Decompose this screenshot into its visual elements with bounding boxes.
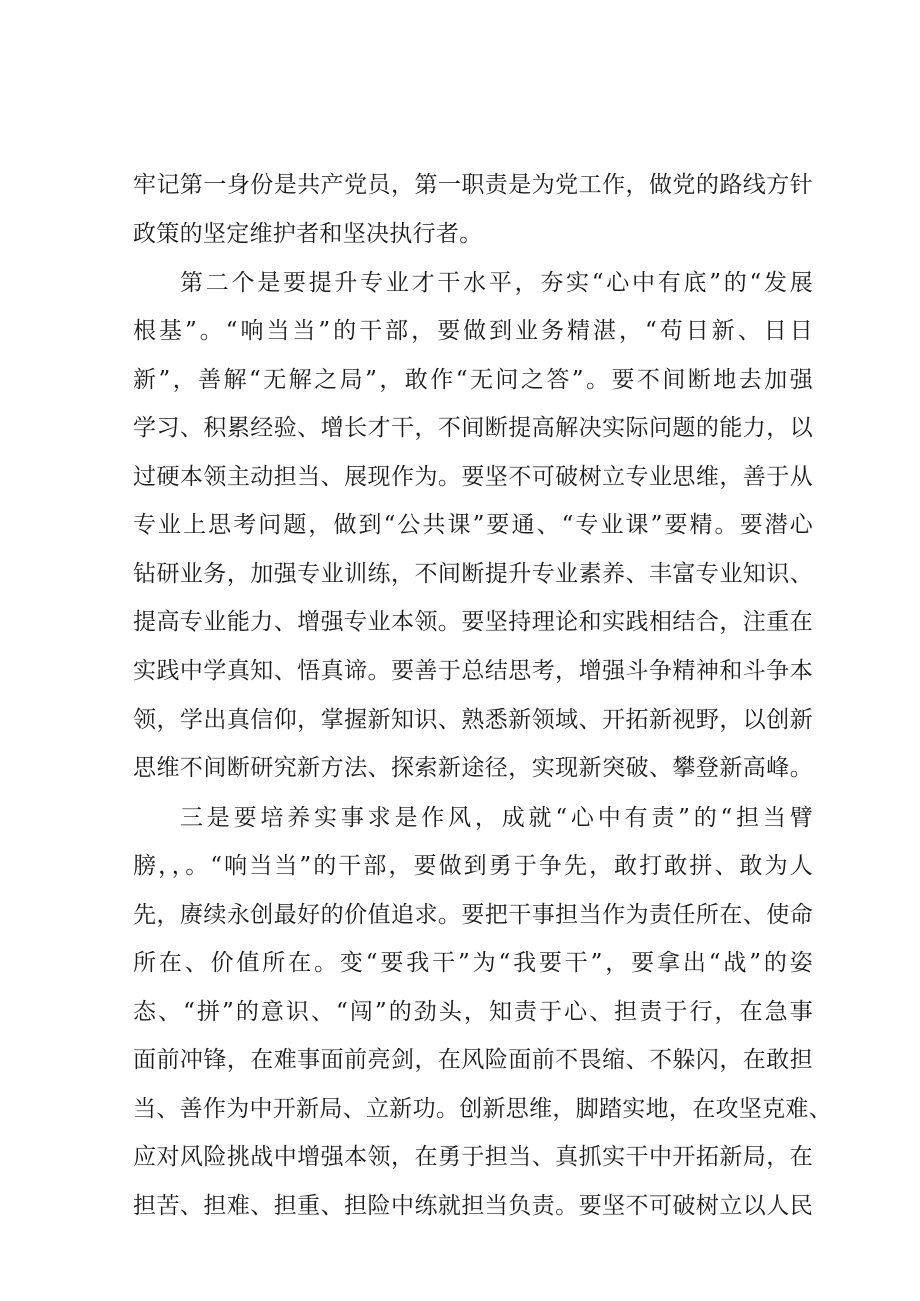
paragraph-3-line-4: 所在、价值所在。变“要我干”为“我要干”，要拿出“战”的姿 (133, 950, 813, 976)
paragraph-2-line-9: 实践中学真知、悟真谛。要善于总结思考，增强斗争精神和斗争本 (133, 658, 813, 684)
paragraph-2-line-1: 第二个是要提升专业才干水平，夯实“心中有底”的“发展 (180, 270, 813, 296)
paragraph-1-line-1: 牢记第一身份是共产党员，第一职责是为党工作，做党的路线方针 (133, 172, 813, 198)
paragraph-2-line-4: 学习、积累经验、增长才干，不间断提高解决实际问题的能力，以 (133, 415, 813, 441)
paragraph-2-line-2: 根基”。“响当当”的干部，要做到业务精湛，“苟日新、日日 (133, 318, 813, 344)
paragraph-1-line-2: 政策的坚定维护者和坚决执行者。 (133, 221, 483, 247)
paragraph-3-line-1: 三是要培养实事求是作风，成就“心中有责”的“担当臂 (180, 805, 813, 831)
paragraph-2-line-5: 过硬本领主动担当、展现作为。要坚不可破树立专业思维，善于从 (133, 464, 813, 490)
paragraph-3-line-2: 膀，，。“响当当”的干部，要做到勇于争先，敢打敢拼、敢为人 (133, 853, 813, 879)
paragraph-3-line-3: 先，赓续永创最好的价值追求。要把干事担当作为责任所在、使命 (133, 902, 813, 928)
paragraph-2-line-10: 领，学出真信仰，掌握新知识、熟悉新领域、开拓新视野，以创新 (133, 707, 813, 733)
paragraph-3-line-9: 担苦、担难、担重、担险中练就担当负责。要坚不可破树立以人民 (133, 1193, 813, 1219)
paragraph-3-line-5: 态、“拼”的意识、“闯”的劲头，知责于心、担责于行，在急事 (133, 999, 813, 1025)
paragraph-2-line-6: 专业上思考问题，做到“公共课”要通、“专业课”要精。要潜心 (133, 512, 813, 538)
paragraph-2-line-8: 提高专业能力、增强专业本领。要坚持理论和实践相结合，注重在 (133, 609, 813, 635)
paragraph-3-line-6: 面前冲锋，在难事面前亮剑，在风险面前不畏缩、不躲闪，在敢担 (133, 1047, 813, 1073)
paragraph-2-line-7: 钻研业务，加强专业训练，不间断提升专业素养、丰富专业知识、 (133, 561, 813, 587)
paragraph-3-line-7: 当、善作为中开新局、立新功。创新思维，脚踏实地，在攻坚克难、 (133, 1096, 832, 1122)
paragraph-2-line-11: 思维不间断研究新方法、探索新途径，实现新突破、攀登新高峰。 (133, 755, 813, 781)
paragraph-3-line-8: 应对风险挑战中增强本领，在勇于担当、真抓实干中开拓新局，在 (133, 1144, 813, 1170)
paragraph-2-line-3: 新”，善解“无解之局”，敢作“无问之答”。要不间断地去加强 (133, 367, 813, 393)
